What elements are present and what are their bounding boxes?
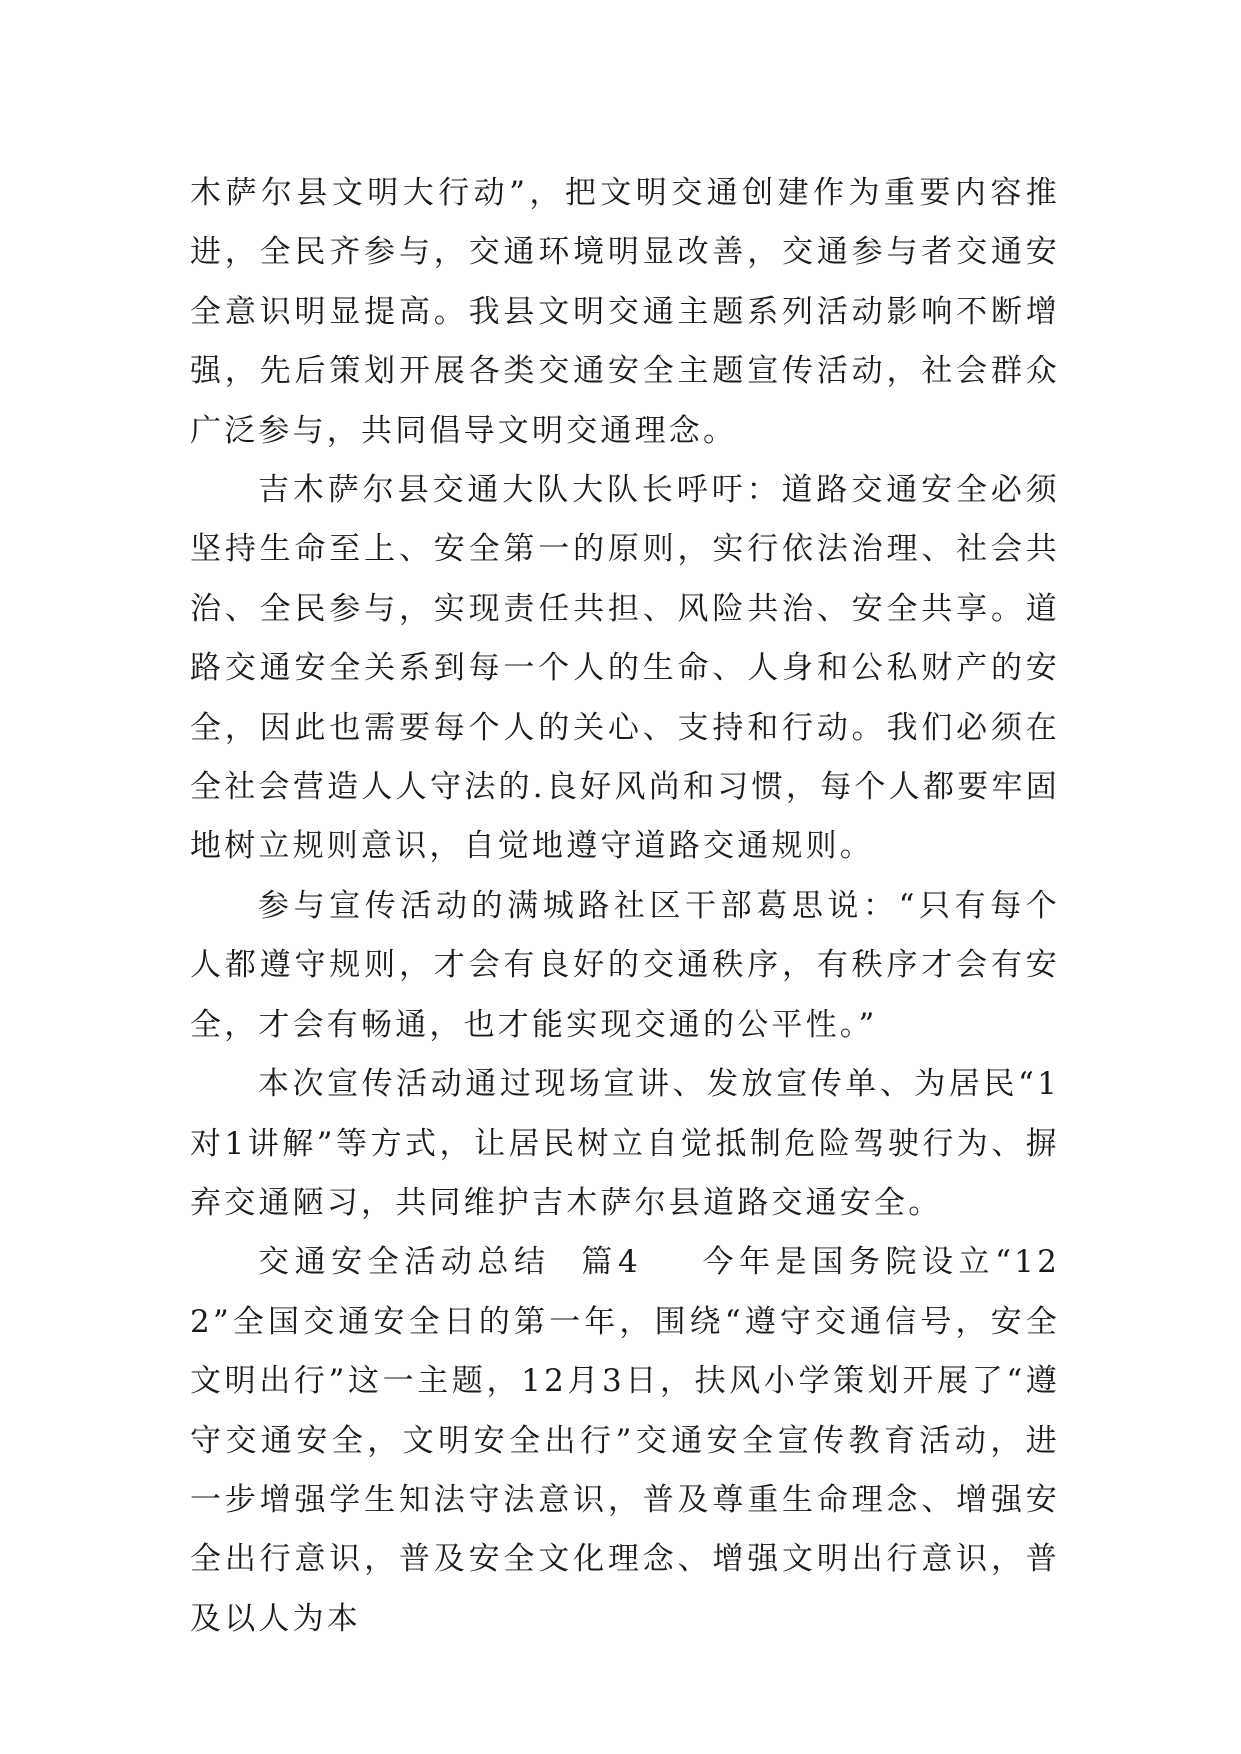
paragraph-4: 本次宣传活动通过现场宣讲、发放宣传单、为居民“1对1讲解”等方式，让居民树立自觉抵制危险驾驶行为、摒弃交通陋习，共同维护吉木萨尔县道路交通安全。 xyxy=(190,1066,1060,1221)
paragraph-3: 参与宣传活动的满城路社区干部葛思说：“只有每个人都遵守规则，才会有良好的交通秩序，有秩序才会有安全，才会有畅通，也才能实现交通的公平性。” xyxy=(190,887,1060,1043)
paragraph-5: 交通安全活动总结 篇4 今年是国务院设立“122”全国交通安全日的第一年，围绕“遵守交通信号，安全文明出行”这一主题，12月3日，扶风小学策划开展了“遵守交通安全，文明安全出行”交通安全宣传教育活动，进一步增强学生知法守法意识，普及尊重生命理念、增强安全出行意识，普及安全文化理念、增强文明出行意识，普及以人为本 xyxy=(190,1244,1060,1637)
paragraph-2: 吉木萨尔县交通大队大队长呼吁：道路交通安全必须坚持生命至上、安全第一的原则，实行依法治理、社会共治、全民参与，实现责任共担、风险共治、安全共享。道路交通安全关系到每一个人的生命、人身和公私财产的安全，因此也需要每个人的关心、支持和行动。我们必须在全社会营造人人守法的.良好风尚和习惯，每个人都要牢固地树立规则意识，自觉地遵守道路交通规则。 xyxy=(190,472,1060,865)
document-body xyxy=(190,164,1060,1649)
paragraph-1: 木萨尔县文明大行动”，把文明交通创建作为重要内容推进，全民齐参与，交通环境明显改善，交通参与者交通安全意识明显提高。我县文明交通主题系列活动影响不断增强，先后策划开展各类交通安全主题宣传活动，社会群众广泛参与，共同倡导文明交通理念。 xyxy=(190,175,1060,449)
